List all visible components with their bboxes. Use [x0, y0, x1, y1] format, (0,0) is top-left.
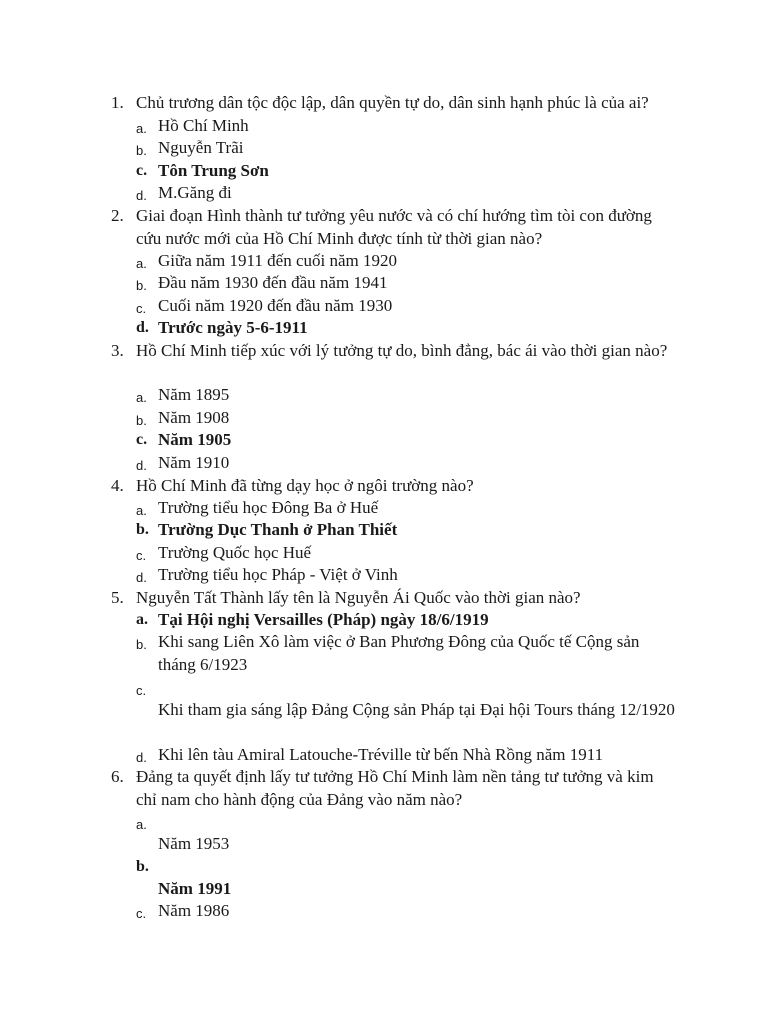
option-label: b.	[136, 858, 149, 875]
option-text: Năm 1908	[158, 408, 230, 427]
option-text: Khi sang Liên Xô làm việc ở Ban Phương Đông của Quốc tế Cộng sản tháng 6/1923	[158, 632, 640, 674]
option-text: Năm 1991	[158, 879, 232, 898]
option-text: Nguyễn Trãi	[158, 138, 244, 157]
option-label: d.	[136, 188, 147, 203]
option-text: Năm 1953	[158, 834, 230, 853]
question-number: 4.	[111, 476, 124, 495]
option-label: d.	[136, 458, 147, 473]
option-text: Cuối năm 1920 đến đầu năm 1930	[158, 296, 393, 315]
option-text: Khi lên tàu Amiral Latouche-Tréville từ bến Nhà Rồng năm 1911	[158, 745, 604, 764]
option-label: a.	[136, 390, 147, 405]
option-label: a.	[136, 611, 148, 628]
option-text: Tại Hội nghị Versailles (Pháp) ngày 18/6/1919	[158, 610, 489, 629]
question-text: Chủ trương dân tộc độc lập, dân quyền tự do, dân sinh hạnh phúc là của ai?	[136, 93, 649, 112]
question-number: 5.	[111, 588, 124, 607]
option-label: d.	[136, 570, 147, 585]
option-text: Năm 1905	[158, 430, 232, 449]
question-text: Nguyễn Tất Thành lấy tên là Nguyễn Ái Quốc vào thời gian nào?	[136, 588, 581, 607]
option-text: Năm 1895	[158, 385, 230, 404]
option-label: c.	[136, 906, 147, 921]
option-label: c.	[136, 162, 148, 179]
option-label: d.	[136, 750, 147, 765]
question-text: Giai đoạn Hình thành tư tưởng yêu nước và có chí hướng tìm tòi con đường cứu nước mới của Hồ Chí Minh được tính từ thời gian nào?	[136, 206, 652, 248]
option-label: d.	[136, 319, 149, 336]
option-text: Năm 1986	[158, 901, 230, 920]
option-text: Giữa năm 1911 đến cuối năm 1920	[158, 251, 397, 270]
option-label: c.	[136, 431, 148, 448]
question-text: Hồ Chí Minh tiếp xúc với lý tưởng tự do, bình đẳng, bác ái vào thời gian nào?	[136, 341, 668, 360]
option-text: Trước ngày 5-6-1911	[158, 318, 308, 337]
option-label: b.	[136, 413, 147, 428]
option-text: Hồ Chí Minh	[158, 116, 249, 135]
option-label: c.	[136, 683, 147, 698]
option-label: a.	[136, 817, 147, 832]
question-text: Hồ Chí Minh đã từng dạy học ở ngôi trường nào?	[136, 476, 474, 495]
option-label: b.	[136, 278, 147, 293]
question-number: 2.	[111, 206, 124, 225]
question-number: 1.	[111, 93, 124, 112]
option-label: c.	[136, 301, 147, 316]
question-number: 6.	[111, 767, 124, 786]
option-text: Tôn Trung Sơn	[158, 161, 269, 180]
option-label: a.	[136, 503, 147, 518]
option-label: b.	[136, 637, 147, 652]
option-text: Đầu năm 1930 đến đầu năm 1941	[158, 273, 388, 292]
option-text: Khi tham gia sáng lập Đảng Cộng sản Pháp tại Đại hội Tours tháng 12/1920	[158, 700, 675, 719]
option-text: Trường Quốc học Huế	[158, 543, 312, 562]
option-text: Trường Dục Thanh ở Phan Thiết	[158, 520, 398, 539]
question-text: Đảng ta quyết định lấy tư tưởng Hồ Chí Minh làm nền tảng tư tưởng và kim chỉ nam cho hành động của Đảng vào năm nào?	[136, 767, 654, 809]
option-label: b.	[136, 143, 147, 158]
option-text: Trường tiểu học Đông Ba ở Huế	[158, 498, 379, 517]
option-label: c.	[136, 548, 147, 563]
option-text: Trường tiểu học Pháp - Việt ở Vinh	[158, 565, 398, 584]
option-label: a.	[136, 256, 147, 271]
option-label: a.	[136, 121, 147, 136]
question-number: 3.	[111, 341, 124, 360]
option-label: b.	[136, 521, 149, 538]
option-text: M.Găng đi	[158, 183, 232, 202]
option-text: Năm 1910	[158, 453, 230, 472]
